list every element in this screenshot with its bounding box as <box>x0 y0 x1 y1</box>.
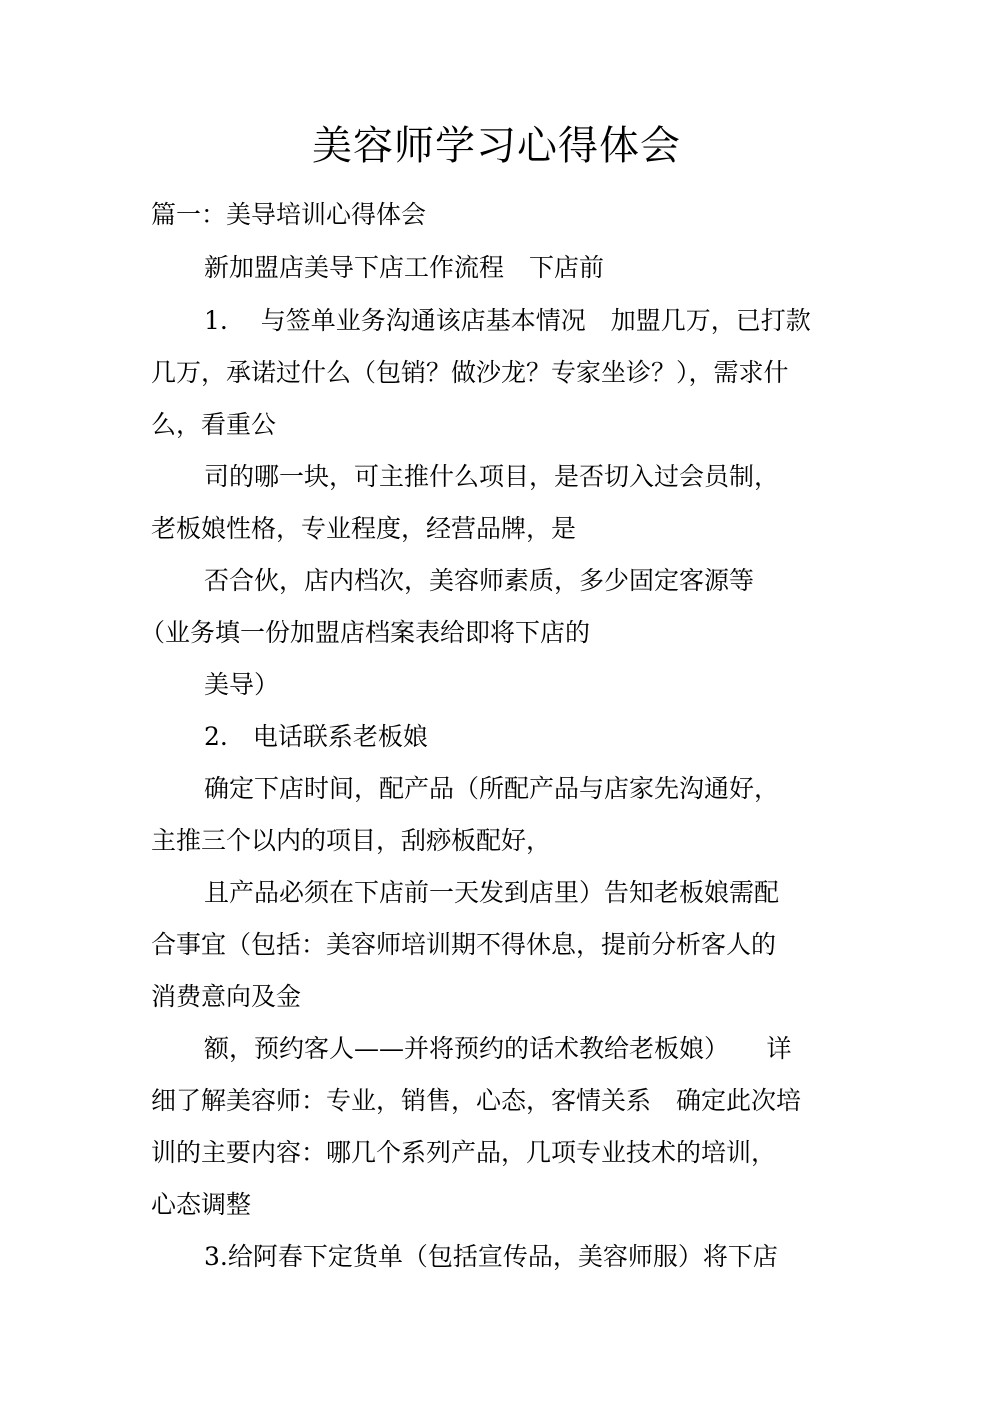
paragraph-line: 额，预约客人——并将预约的话术教给老板娘） 详 <box>204 1034 792 1063</box>
paragraph-line: 新加盟店美导下店工作流程 下店前 <box>204 253 605 282</box>
paragraph-line: 确定下店时间，配产品（所配产品与店家先沟通好， <box>204 774 780 803</box>
paragraph-line: 3.给阿春下定货单（包括宣传品，美容师服）将下店 <box>204 1242 778 1271</box>
paragraph-line: 消费意向及金 <box>151 982 302 1011</box>
paragraph-line: 训的主要内容：哪几个系列产品，几项专业技术的培训， <box>151 1138 777 1167</box>
paragraph-line: 细了解美容师：专业，销售，心态，客情关系 确定此次培 <box>151 1086 802 1115</box>
paragraph-line: 合事宜（包括：美容师培训期不得休息，提前分析客人的 <box>151 930 777 959</box>
paragraph-line: 么，看重公 <box>151 410 277 439</box>
paragraph-line: 心态调整 <box>151 1190 252 1219</box>
paragraph-line: 主推三个以内的项目，刮痧板配好， <box>151 826 552 855</box>
paragraph-line: 几万，承诺过什么（包销？做沙龙？专家坐诊？），需求什 <box>151 358 789 387</box>
paragraph-line: 司的哪一块，可主推什么项目，是否切入过会员制， <box>204 462 780 491</box>
paragraph-line: （业务填一份加盟店档案表给即将下店的 <box>140 618 591 647</box>
paragraph-line: 老板娘性格，专业程度，经营品牌，是 <box>151 514 577 543</box>
document-title: 美容师学习心得体会 <box>312 123 681 169</box>
paragraph-line: 美导） <box>204 670 280 699</box>
paragraph-line: 1. 与签单业务沟通该店基本情况 加盟几万，已打款 <box>204 306 811 335</box>
paragraph-line: 否合伙，店内档次，美容师素质，多少固定客源等 <box>204 566 755 595</box>
paragraph-line: 且产品必须在下店前一天发到店里）告知老板娘需配 <box>204 878 780 907</box>
paragraph-line: 篇一：美导培训心得体会 <box>151 200 427 229</box>
paragraph-line: 2. 电话联系老板娘 <box>204 722 428 751</box>
